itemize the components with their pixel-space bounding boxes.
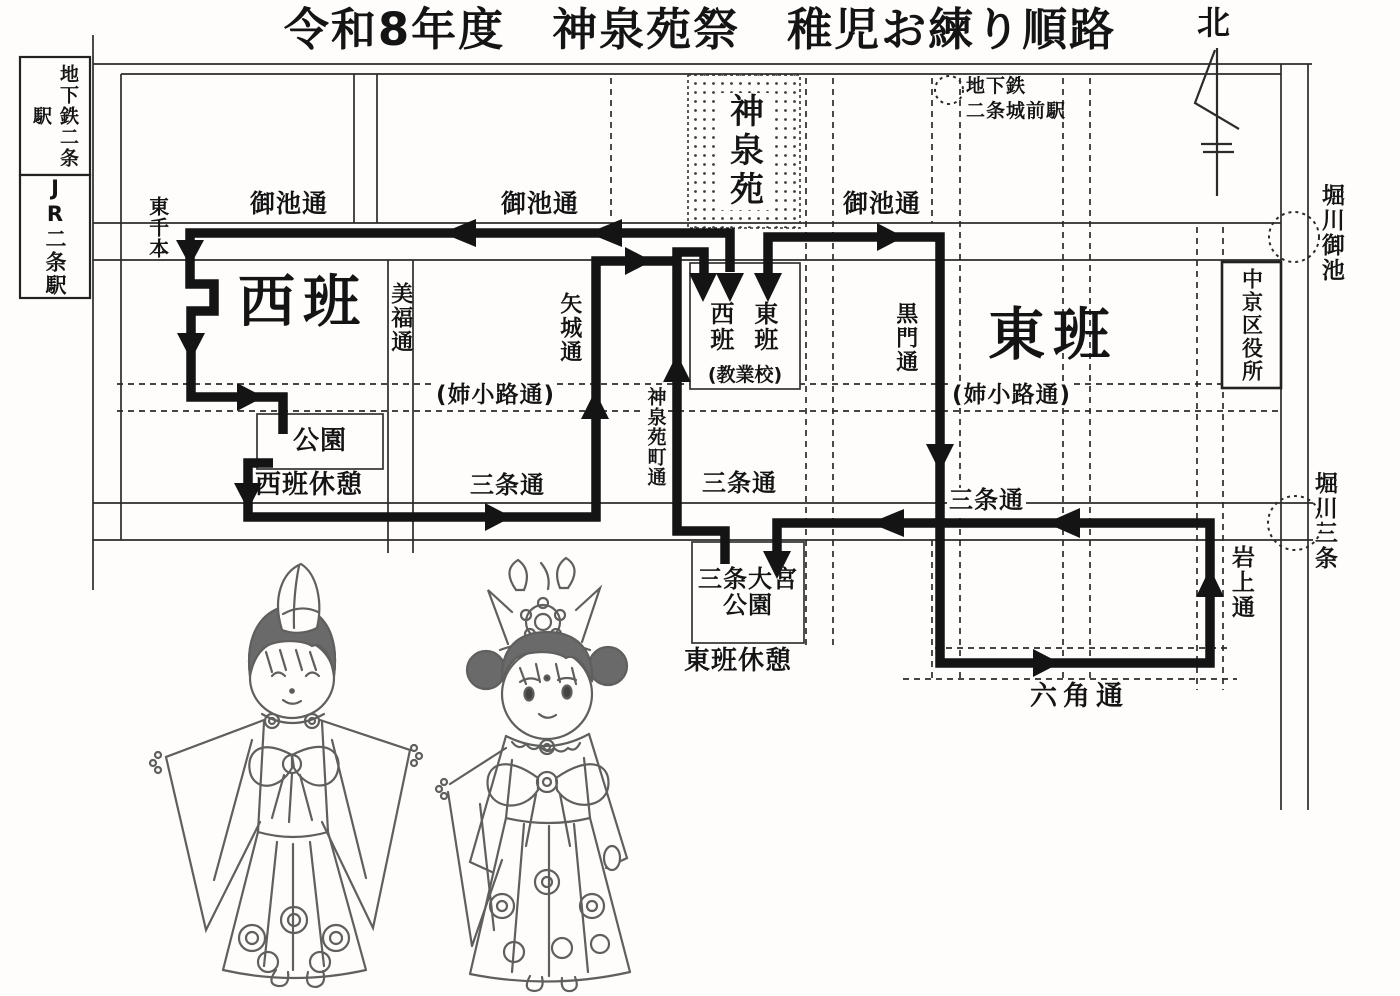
street-sanjo-east-label: 三条通	[949, 486, 1024, 514]
route-east-lines	[768, 237, 1210, 663]
page-title: 令和8年度 神泉苑祭 稚児お練り順路	[283, 3, 1117, 56]
subway-nijojo-mae-line2: 二条城前駅	[966, 99, 1067, 122]
east-group-label: 東班	[988, 302, 1118, 368]
sanjo-omiya-park-line1: 三条大宮	[698, 564, 798, 593]
ward-office-label: 中京区役所	[1239, 267, 1264, 383]
west-group-label: 西班	[238, 269, 368, 335]
street-sanjo-center-label: 三条通	[702, 469, 777, 497]
sanjo-omiya-park-box	[692, 542, 804, 643]
horikawa-oike-label: 堀川御池	[1317, 183, 1344, 283]
subway-nijojo-mae-line1: 地下鉄	[966, 75, 1027, 97]
north-label: 北	[1197, 3, 1231, 42]
street-oike-center-label: 御池通	[501, 189, 580, 218]
shinsenen-area	[688, 75, 800, 228]
street-shinsenencho-label: 神泉苑町通	[644, 387, 667, 487]
route-east-loop	[768, 237, 1210, 663]
jr-nijo-station-box	[20, 175, 90, 298]
school-west-label: 西班	[705, 301, 734, 353]
street-bifuku-label: 美福通	[387, 282, 413, 354]
street-higashi-senbon-label: 東千本	[145, 196, 170, 259]
north-arrow	[1195, 48, 1239, 196]
street-oike-east-label: 御池通	[843, 189, 922, 218]
street-sanjo-west-label: 三条通	[470, 471, 545, 499]
jr-nijo-station-label: JR二条駅	[43, 176, 67, 297]
subway-nijojo-mae-circle	[935, 76, 963, 104]
street-iwagami-label: 岩上通	[1227, 545, 1254, 620]
shinsenen-label: 神泉苑	[718, 93, 771, 210]
children-illustration	[150, 558, 630, 991]
school-box	[690, 263, 800, 389]
sanjo-omiya-park-line2: 公園	[723, 590, 773, 619]
street-anekoji-west-label: (姉小路通)	[436, 382, 556, 408]
street-oike-west-label: 御池通	[250, 189, 329, 218]
subway-nijojo-mae-label	[966, 74, 1066, 123]
west-rest-label: 西班休憩	[255, 470, 364, 500]
school-east-label: 東班	[749, 301, 778, 353]
child-west-costume	[150, 564, 422, 987]
street-yashiro-label: 矢城通	[556, 292, 582, 364]
ward-office-box	[1222, 262, 1281, 388]
east-rest-label: 東班休憩	[684, 646, 793, 676]
subway-nijo-station-box	[20, 57, 90, 175]
street-rokkaku-label: 六角通	[1030, 681, 1129, 712]
koen-box	[257, 414, 383, 469]
horikawa-oike-circle	[1269, 212, 1319, 262]
koen-label: 公園	[292, 426, 347, 457]
street-kuromon-label: 黒門通	[892, 302, 918, 374]
horikawa-sanjo-label: 堀川三条	[1310, 471, 1337, 571]
subway-nijo-station-label: 地下鉄二条駅	[30, 63, 79, 169]
child-east-costume	[436, 558, 630, 991]
school-name-label: (教業校)	[707, 364, 783, 387]
street-anekoji-east-label: (姉小路通)	[952, 382, 1072, 408]
